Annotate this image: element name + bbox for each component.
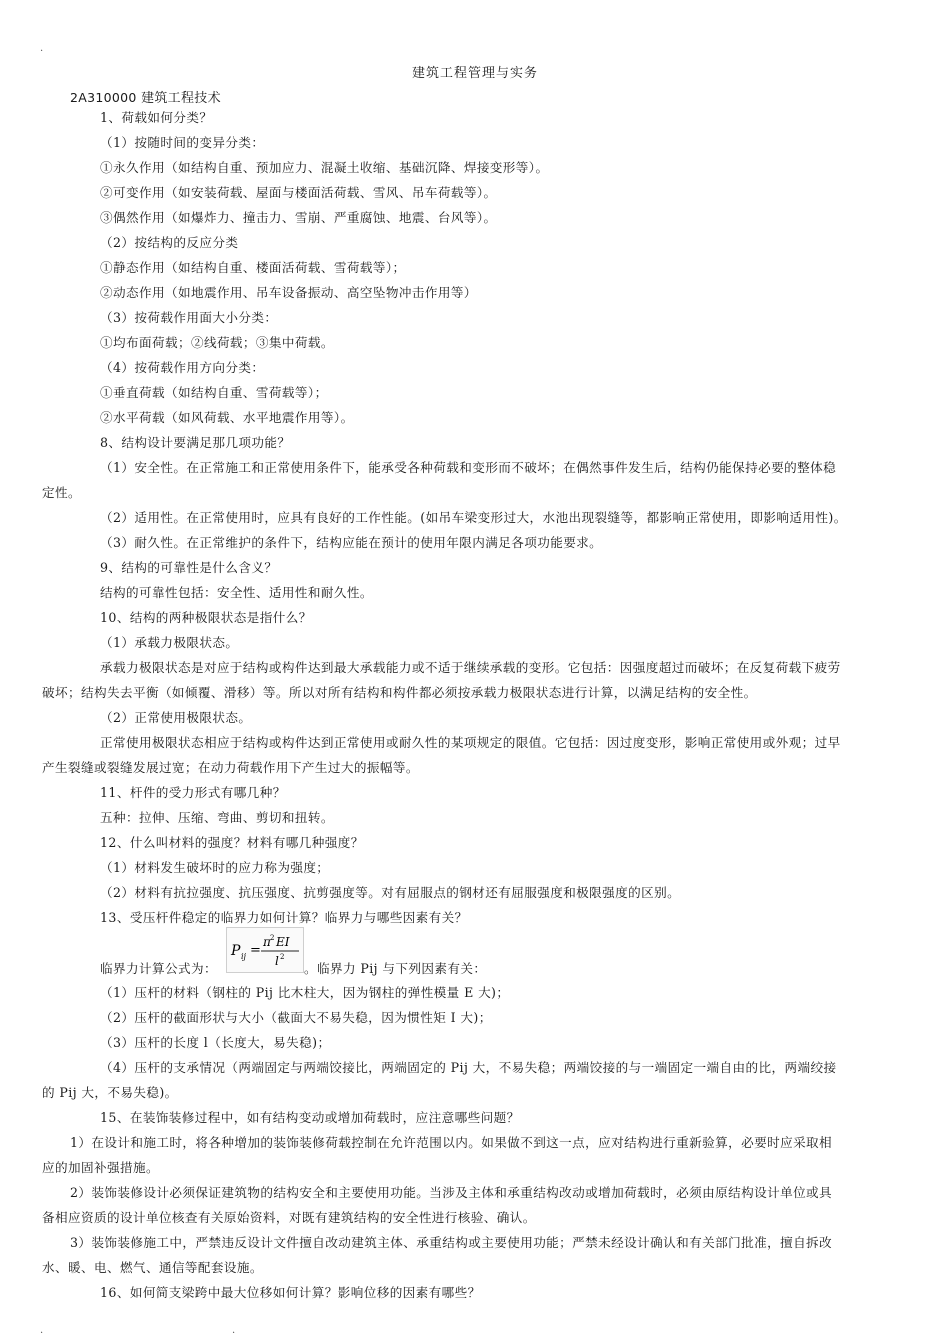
text-line: 破坏；结构失去平衡（如倾覆、滑移）等。所以对所有结构和构件都必须按承载力极限状态进行计算，以满足结构的安全性。: [42, 685, 757, 700]
formula-equals: =: [250, 943, 261, 958]
section-code: 2A310000: [70, 90, 137, 105]
text-line: 产生裂缝或裂缝发展过宽；在动力荷载作用下产生过大的振幅等。: [42, 760, 419, 775]
text-line: ①静态作用（如结构自重、楼面活荷载、雪荷载等）；: [100, 260, 406, 275]
text-line: 承载力极限状态是对应于结构或构件达到最大承载能力或不适于继续承载的变形。它包括：因强度超过而破坏；在反复荷载下疲劳: [100, 660, 841, 675]
text-line: ②可变作用（如安装荷载、屋面与楼面活荷载、雪风、吊车荷载等）。: [100, 185, 497, 200]
text-line: 8、结构设计要满足那几项功能？: [100, 435, 291, 450]
text-line: 1）在设计和施工时，将各种增加的装饰装修荷载控制在允许范围以内。如果做不到这一点，应对结构进行重新验算，必要时应采取相: [70, 1135, 833, 1150]
text-line: ②动态作用（如地震作用、吊车设备振动、高空坠物冲击作用等）: [100, 285, 477, 300]
section-name: 建筑工程技术: [141, 91, 221, 106]
formula-ei: EI: [276, 935, 290, 949]
text-line: （2）按结构的反应分类: [100, 235, 239, 250]
text-line: （2）材料有抗拉强度、抗压强度、抗剪强度等。对有屈服点的钢材还有屈服强度和极限强度的区别。: [100, 885, 681, 900]
text-line: ③偶然作用（如爆炸力、撞击力、雪崩、严重腐蚀、地震、台风等）。: [100, 210, 497, 225]
formula-pi: π: [263, 935, 271, 949]
text-line: （3）耐久性。在正常维护的条件下，结构应能在预计的使用年限内满足各项功能要求。: [100, 535, 603, 550]
text-line: （3）压杆的长度 l（长度大，易失稳)；: [100, 1035, 331, 1050]
text-line: （1）安全性。在正常施工和正常使用条件下，能承受各种荷载和变形而不破坏；在偶然事件发生后，结构仍能保持必要的整体稳: [100, 460, 837, 475]
text-line: （2）压杆的截面形状与大小（截面大不易失稳，因为惯性矩 I 大)；: [100, 1010, 492, 1025]
header-dot: .: [40, 43, 44, 54]
text-line: 9、结构的可靠性是什么含义？: [100, 560, 278, 575]
text-line: 定性。: [42, 485, 81, 500]
formula-lhs-sub: ij: [241, 952, 247, 961]
text-line: （1）承载力极限状态。: [100, 635, 239, 650]
text-line: 五种：拉伸、压缩、弯曲、剪切和扭转。: [100, 810, 334, 825]
text-line: 1、荷载如何分类？: [100, 110, 213, 125]
text-line: 3）装饰装修施工中，严禁违反设计文件擅自改动建筑主体、承重结构或主要使用功能；严禁未经设计确认和有关部门批准，擅自拆改: [70, 1235, 833, 1250]
text-line: （1）材料发生破坏时的应力称为强度；: [100, 860, 330, 875]
text-line: 16、如何简支梁跨中最大位移如何计算？影响位移的因素有哪些？: [100, 1285, 481, 1300]
formula-pi-exp: 2: [270, 934, 275, 942]
text-line: 应的加固补强措施。: [42, 1160, 159, 1175]
text-line: ①均布面荷载；②线荷载；③集中荷载。: [100, 335, 334, 350]
text-line: ①永久作用（如结构自重、预加应力、混凝土收缩、基础沉降、焊接变形等）。: [100, 160, 549, 175]
text-line: （4）按荷载作用方向分类：: [100, 360, 265, 375]
formula-l: l: [275, 954, 279, 968]
formula-intro: 临界力计算公式为：: [100, 961, 217, 976]
critical-force-formula: [226, 927, 304, 973]
text-line: 的 Pij 大，不易失稳)。: [42, 1085, 178, 1100]
text-line: ①垂直荷载（如结构自重、雪荷载等）；: [100, 385, 328, 400]
text-line: 水、暖、电、燃气、通信等配套设施。: [42, 1260, 263, 1275]
footer-dot: .: [40, 1325, 44, 1336]
footer-dot: .: [232, 1325, 236, 1336]
text-line: （2）适用性。在正常使用时，应具有良好的工作性能。(如吊车梁变形过大，水池出现裂缝等，都影响正常使用，即影响适用性)。: [100, 510, 847, 525]
text-line: 正常使用极限状态相应于结构或构件达到正常使用或耐久性的某项规定的限值。它包括：因过度变形，影响正常使用或外观；过早: [100, 735, 841, 750]
formula-followup: 。临界力 Pij 与下列因素有关：: [304, 961, 487, 976]
text-line: （1）压杆的材料（钢柱的 Pij 比木柱大，因为钢柱的弹性模量 E 大)；: [100, 985, 510, 1000]
text-line: 10、结构的两种极限状态是指什么？: [100, 610, 312, 625]
text-line: ②水平荷载（如风荷载、水平地震作用等）。: [100, 410, 354, 425]
text-line: 15、在装饰装修过程中，如有结构变动或增加荷载时，应注意哪些问题？: [100, 1110, 520, 1125]
text-line: 11、杆件的受力形式有哪几种？: [100, 785, 286, 800]
text-line: 备相应资质的设计单位核查有关原始资料，对既有建筑结构的安全性进行核验、确认。: [42, 1210, 536, 1225]
formula-l-exp: 2: [280, 953, 285, 961]
formula-lhs: P: [231, 943, 241, 959]
text-line: （3）按荷载作用面大小分类：: [100, 310, 278, 325]
formula-graphic: [227, 928, 303, 972]
text-line: （2）正常使用极限状态。: [100, 710, 252, 725]
text-line: （4）压杆的支承情况（两端固定与两端饺接比，两端固定的 Pij 大，不易失稳；两端饺接的与一端固定一端自由的比，两端绞接: [100, 1060, 837, 1075]
text-line: 13、受压杆件稳定的临界力如何计算？临界力与哪些因素有关？: [100, 910, 468, 925]
text-line: （1）按随时间的变异分类：: [100, 135, 265, 150]
section-heading: [70, 87, 221, 106]
document-title: 建筑工程管理与实务: [411, 66, 538, 81]
text-line: 结构的可靠性包括：安全性、适用性和耐久性。: [100, 585, 373, 600]
text-line: 12、什么叫材料的强度？材料有哪几种强度？: [100, 835, 364, 850]
text-line: 2）装饰装修设计必须保证建筑物的结构安全和主要使用功能。当涉及主体和承重结构改动或增加荷载时，必须由原结构设计单位或具: [70, 1185, 833, 1200]
